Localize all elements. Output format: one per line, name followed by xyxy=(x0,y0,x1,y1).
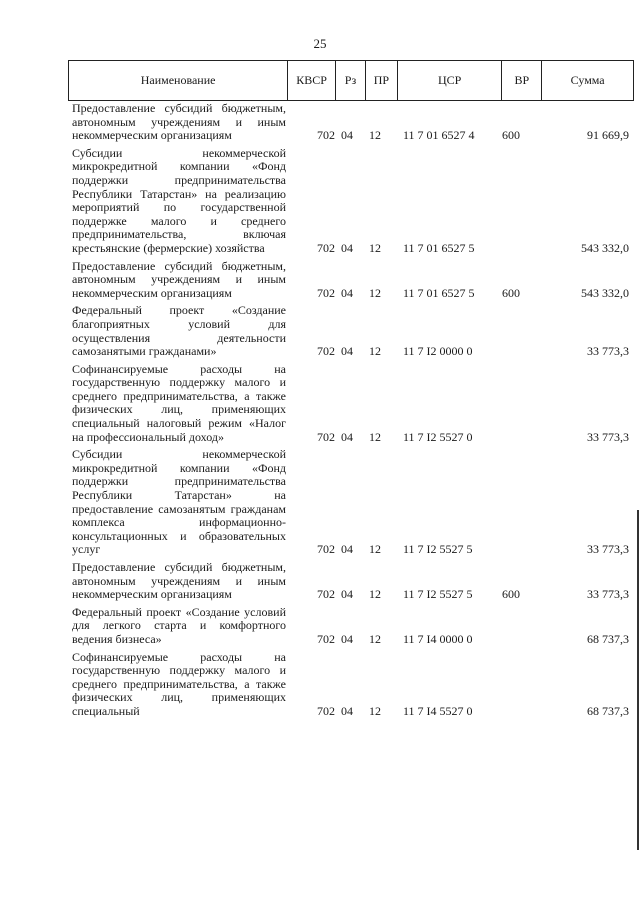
row-name: Софинансируемые расходы на государственную поддержку малого и среднего предпринимательства, а также физических лиц, применяющих специальный xyxy=(72,649,286,718)
row-kvsr: 702 xyxy=(317,285,335,300)
header-vr: ВР xyxy=(501,61,541,100)
row-vr: 600 xyxy=(502,128,520,143)
row-sum: 33 773,3 xyxy=(587,587,629,602)
table-row xyxy=(68,304,634,358)
row-kvsr: 702 xyxy=(317,703,335,718)
row-pr: 12 xyxy=(369,587,381,602)
row-name: Субсидии некоммерческой микрокредитной компании «Фонд поддержки предпринимательства Республики Татарстан» на предоставление самозанятым гражданам комплекса информационно-консультационных и образовательных услуг xyxy=(72,447,286,557)
table-row xyxy=(68,651,634,719)
row-rz: 04 xyxy=(341,128,353,143)
row-pr: 12 xyxy=(369,631,381,646)
row-rz: 04 xyxy=(341,587,353,602)
row-pr: 12 xyxy=(369,703,381,718)
row-rz: 04 xyxy=(341,344,353,359)
row-sum: 543 332,0 xyxy=(581,285,629,300)
row-csr: 11 7 01 6527 5 xyxy=(403,285,475,300)
row-sum: 543 332,0 xyxy=(581,240,629,255)
row-kvsr: 702 xyxy=(317,429,335,444)
row-name: Федеральный проект «Создание условий для легкого старта и комфортного ведения бизнеса» xyxy=(72,604,286,646)
row-kvsr: 702 xyxy=(317,542,335,557)
table-row xyxy=(68,448,634,557)
row-vr: 600 xyxy=(502,587,520,602)
row-rz: 04 xyxy=(341,429,353,444)
row-sum: 33 773,3 xyxy=(587,429,629,444)
row-sum: 91 669,9 xyxy=(587,128,629,143)
page-edge-line xyxy=(637,510,639,850)
row-csr: 11 7 I2 5527 5 xyxy=(403,542,473,557)
table-row xyxy=(68,102,634,143)
row-csr: 11 7 01 6527 5 xyxy=(403,240,475,255)
row-kvsr: 702 xyxy=(317,587,335,602)
row-csr: 11 7 I2 0000 0 xyxy=(403,344,473,359)
row-sum: 33 773,3 xyxy=(587,344,629,359)
row-rz: 04 xyxy=(341,285,353,300)
row-pr: 12 xyxy=(369,429,381,444)
row-kvsr: 702 xyxy=(317,344,335,359)
row-name: Предоставление субсидий бюджетным, автономным учреждениям и иным некоммерческим организациям xyxy=(72,560,286,602)
row-name: Субсидии некоммерческой микрокредитной компании «Фонд поддержки предпринимательства Республики Татарстан» на реализацию мероприятий по государственной поддержке малого и среднего предпринимательства, включая крестьянские (фермерские) хозяйства xyxy=(72,145,286,255)
table-header xyxy=(68,60,634,101)
page-number: 25 xyxy=(313,36,327,51)
header-pr: ПР xyxy=(365,61,397,100)
row-name: Федеральный проект «Создание благоприятных условий для осуществления деятельности самозанятыми гражданами» xyxy=(72,303,286,359)
row-pr: 12 xyxy=(369,240,381,255)
row-sum: 33 773,3 xyxy=(587,542,629,557)
row-sum: 68 737,3 xyxy=(587,631,629,646)
header-name: Наименование xyxy=(140,73,216,87)
table-row xyxy=(68,561,634,602)
row-rz: 04 xyxy=(341,631,353,646)
row-rz: 04 xyxy=(341,542,353,557)
header-csr: ЦСР xyxy=(397,61,502,100)
row-kvsr: 702 xyxy=(317,631,335,646)
table-row xyxy=(68,260,634,301)
row-csr: 11 7 I4 5527 0 xyxy=(403,703,473,718)
row-pr: 12 xyxy=(369,344,381,359)
row-pr: 12 xyxy=(369,542,381,557)
row-pr: 12 xyxy=(369,128,381,143)
table-row xyxy=(68,363,634,445)
row-name: Предоставление субсидий бюджетным, автономным учреждениям и иным некоммерческим организациям xyxy=(72,258,286,300)
row-rz: 04 xyxy=(341,703,353,718)
row-csr: 11 7 I2 5527 0 xyxy=(403,429,473,444)
table-row xyxy=(68,606,634,647)
row-kvsr: 702 xyxy=(317,128,335,143)
row-csr: 11 7 01 6527 4 xyxy=(403,128,475,143)
row-name: Софинансируемые расходы на государственную поддержку малого и среднего предпринимательства, а также физических лиц, применяющих специальный налоговый режим «Налог на профессиональный доход» xyxy=(72,361,286,444)
row-name: Предоставление субсидий бюджетным, автономным учреждениям и иным некоммерческим организациям xyxy=(72,101,286,143)
row-pr: 12 xyxy=(369,285,381,300)
row-rz: 04 xyxy=(341,240,353,255)
table-row xyxy=(68,147,634,256)
header-rz: Рз xyxy=(335,61,365,100)
row-csr: 11 7 I2 5527 5 xyxy=(403,587,473,602)
table-body xyxy=(68,102,634,723)
header-kvsr: КВСР xyxy=(287,61,335,100)
row-sum: 68 737,3 xyxy=(587,703,629,718)
header-sum: Сумма xyxy=(541,61,633,100)
row-kvsr: 702 xyxy=(317,240,335,255)
row-vr: 600 xyxy=(502,285,520,300)
row-csr: 11 7 I4 0000 0 xyxy=(403,631,473,646)
